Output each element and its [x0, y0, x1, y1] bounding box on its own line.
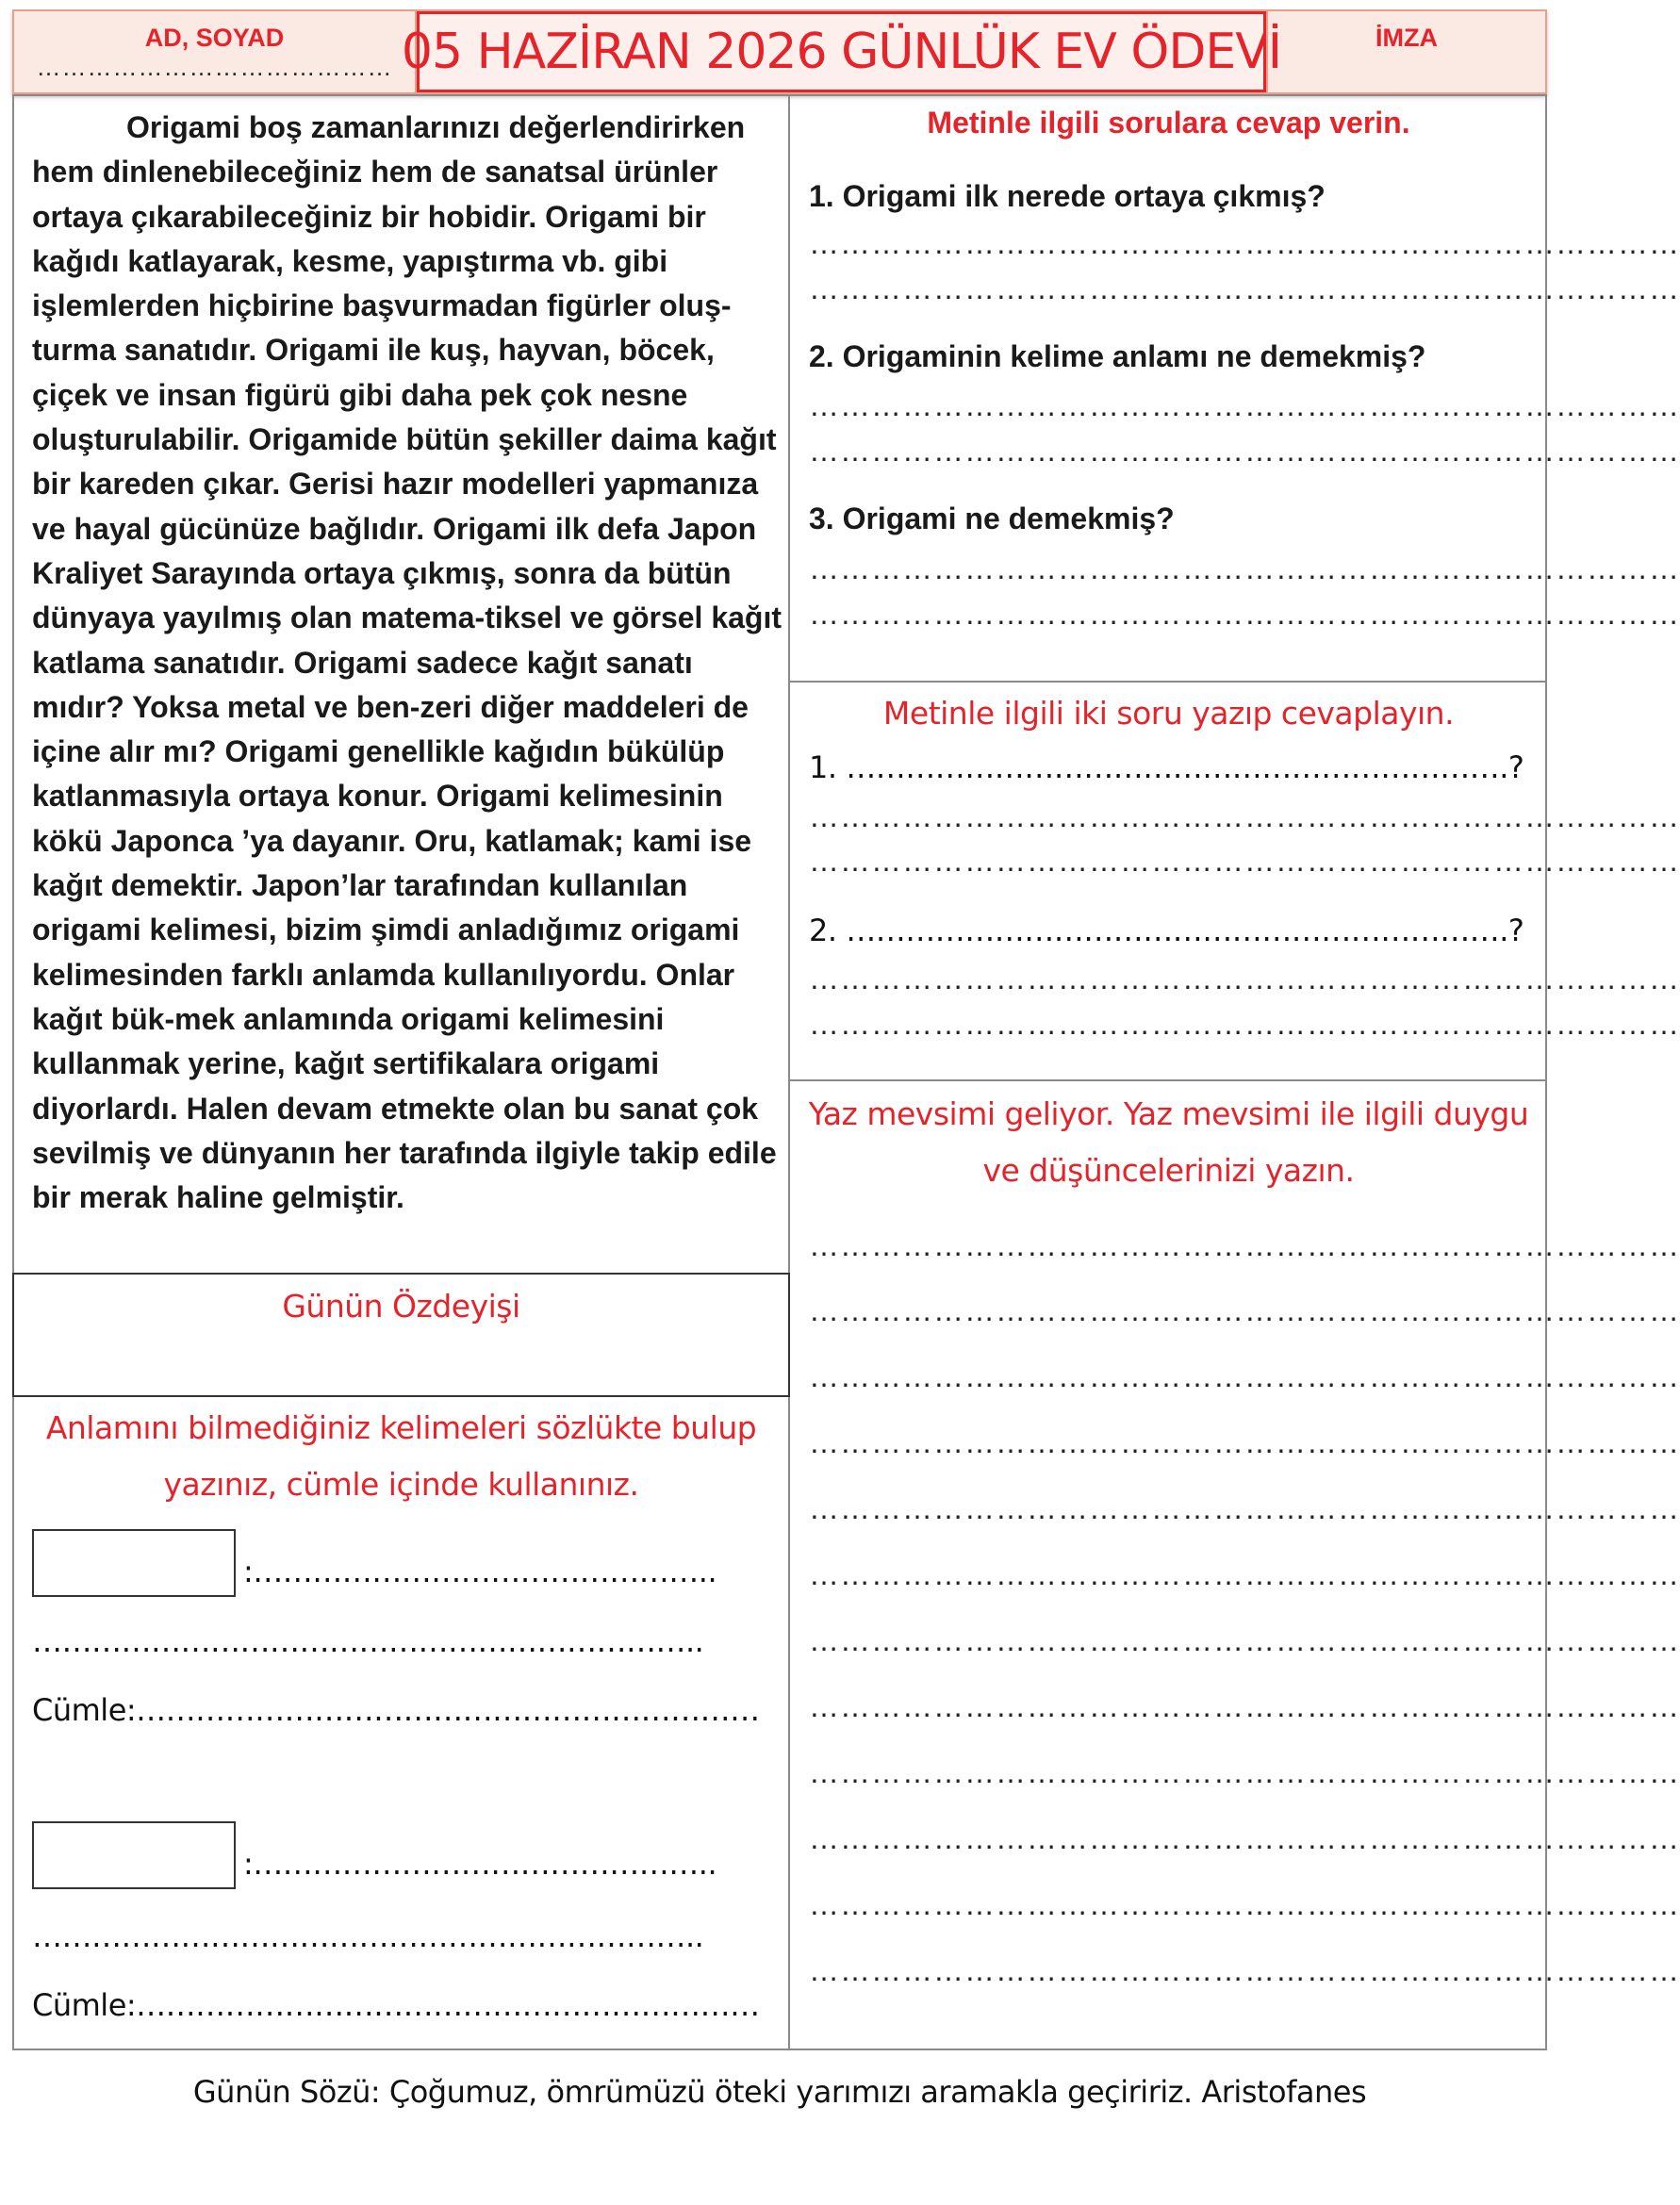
summer-line-7[interactable]: …………………………………………………………………………	[809, 1623, 1680, 1657]
answer-2-line-1[interactable]: …………………………………………………………………………	[809, 388, 1680, 422]
own-answer-1-line-1[interactable]: …………………………………………………………………………	[809, 799, 1680, 833]
summer-line-6[interactable]: …………………………………………………………………………	[809, 1557, 1680, 1591]
section-divider-2	[790, 1079, 1547, 1081]
signature-field[interactable]	[1266, 11, 1545, 92]
name-field[interactable]	[14, 11, 417, 92]
summer-line-3[interactable]: …………………………………………………………………………	[809, 1359, 1680, 1393]
word-box-1[interactable]	[32, 1529, 236, 1597]
word-2-meaning-dots[interactable]: :………………………………………..	[243, 1846, 717, 1882]
own-answer-2-line-2[interactable]: …………………………………………………………………………	[809, 1007, 1680, 1041]
word-box-2[interactable]	[32, 1821, 236, 1889]
word-2-sentence[interactable]: Cümle:………………………………………………………	[32, 1987, 760, 2023]
own-question-2[interactable]: 2. ………………………………………………………….?	[809, 913, 1524, 948]
ozdeyis-box[interactable]	[12, 1273, 790, 1397]
own-answer-1-line-2[interactable]: …………………………………………………………………………	[809, 844, 1680, 878]
answer-2-line-2[interactable]: …………………………………………………………………………	[809, 434, 1680, 468]
summer-instruction-line2: ve düşüncelerinizi yazın.	[982, 1152, 1355, 1189]
vocab-instruction-line1: Anlamını bilmediğiniz kelimeleri sözlükte bulup	[45, 1409, 757, 1446]
own-answer-2-line-1[interactable]: …………………………………………………………………………	[809, 962, 1680, 996]
answer-3-line-2[interactable]: …………………………………………………………………………	[809, 597, 1680, 631]
signature-label: İMZA	[1375, 24, 1438, 52]
name-label: AD, SOYAD	[144, 24, 285, 52]
summer-line-12[interactable]: …………………………………………………………………………	[809, 1953, 1680, 1987]
summer-line-9[interactable]: …………………………………………………………………………	[809, 1755, 1680, 1789]
word-1-sentence[interactable]: Cümle:………………………………………………………	[32, 1692, 760, 1728]
summer-line-1[interactable]: …………………………………………………………………………	[809, 1228, 1680, 1262]
question-3: 3. Origami ne demekmiş?	[809, 502, 1175, 535]
word-2-line-dots[interactable]: …………………………………………………………..	[32, 1918, 704, 1954]
own-question-1[interactable]: 1. ………………………………………………………….?	[809, 749, 1524, 785]
answer-1-line-1[interactable]: …………………………………………………………………………	[809, 226, 1680, 260]
section-divider-1	[790, 681, 1547, 683]
header-bar	[12, 9, 1547, 94]
summer-line-10[interactable]: …………………………………………………………………………	[809, 1821, 1680, 1855]
ozdeyis-title: Günün Özdeyişi	[282, 1288, 520, 1325]
summer-line-5[interactable]: …………………………………………………………………………	[809, 1491, 1680, 1525]
questions-heading: Metinle ilgili sorulara cevap verin.	[927, 106, 1410, 140]
page-title: 05 HAZİRAN 2026 GÜNLÜK EV ÖDEVİ	[401, 24, 1282, 80]
vocab-instruction-line2: yazınız, cümle içinde kullanınız.	[163, 1466, 639, 1503]
question-2: 2. Origaminin kelime anlamı ne demekmiş?	[809, 339, 1426, 373]
answer-1-line-2[interactable]: …………………………………………………………………………	[809, 272, 1680, 305]
summer-line-8[interactable]: …………………………………………………………………………	[809, 1689, 1680, 1723]
summer-line-11[interactable]: …………………………………………………………………………	[809, 1887, 1680, 1921]
own-questions-heading: Metinle ilgili iki soru yazıp cevaplayın.	[882, 695, 1455, 732]
reading-passage	[32, 106, 786, 1220]
word-1-meaning-dots[interactable]: :………………………………………..	[243, 1554, 717, 1589]
footer-quote: Günün Sözü: Çoğumuz, ömrümüzü öteki yarımızı aramakla geçiririz. Aristofanes	[192, 2074, 1367, 2110]
summer-instruction-line1: Yaz mevsimi geliyor. Yaz mevsimi ile ilgili duygu	[808, 1095, 1529, 1132]
page-title-box	[401, 11, 1282, 92]
answer-3-line-1[interactable]: …………………………………………………………………………	[809, 551, 1680, 585]
passage-text: Origami boş zamanlarınızı değerlendirirken hem dinlenebileceğiniz hem de sanatsal ürünler ortaya çıkarabileceğiniz bir hobidir. Origami bir kağıdı katlayarak, kesme, yapıştırma vb. gibi işlemlerden hiçbirine başvurmadan figürler oluş-turma sanatıdır. Origami ile kuş, hayvan, böcek, çiçek ve insan figürü gibi daha pek çok nesne oluşturulabilir. Origamide bütün şekiller daima kağıt bir kareden çıkar. Gerisi hazır modelleri yapmanıza ve hayal gücünüze bağlıdır. Origami ilk defa Japon Kraliyet Sarayında ortaya çıkmış, sonra da bütün dünyaya yayılmış olan matema-tiksel ve görsel kağıt katlama sanatıdır. Origami sadece kağıt sanatı mıdır? Yoksa metal ve ben-zeri diğer maddeleri de içine alır mı? Origami genellikle kağıdın bükülüp katlanmasıyla ortaya konur. Origami kelimesinin kökü Japonca ’ya dayanır. Oru, katlamak; kami ise kağıt demektir. Japon’lar tarafından kullanılan origami kelimesi, bizim şimdi anladığımız origami kelimesinden farklı anlamda kullanılıyordu. Onlar kağıt bük-mek anlamında origami kelimesini kullanmak yerine, kağıt sertifikalara origami diyorlardı. Halen devam etmekte olan bu sanat çok sevilmiş ve dünyanın her tarafında ilgiyle takip edile bir merak haline gelmiştir.	[32, 110, 782, 1215]
column-divider	[788, 94, 790, 2050]
name-dots: ……………………………………	[36, 53, 393, 81]
question-1: 1. Origami ilk nerede ortaya çıkmış?	[809, 179, 1326, 213]
summer-line-2[interactable]: …………………………………………………………………………	[809, 1293, 1680, 1327]
summer-line-4[interactable]: …………………………………………………………………………	[809, 1425, 1680, 1459]
word-1-line-dots[interactable]: …………………………………………………………..	[32, 1623, 704, 1659]
